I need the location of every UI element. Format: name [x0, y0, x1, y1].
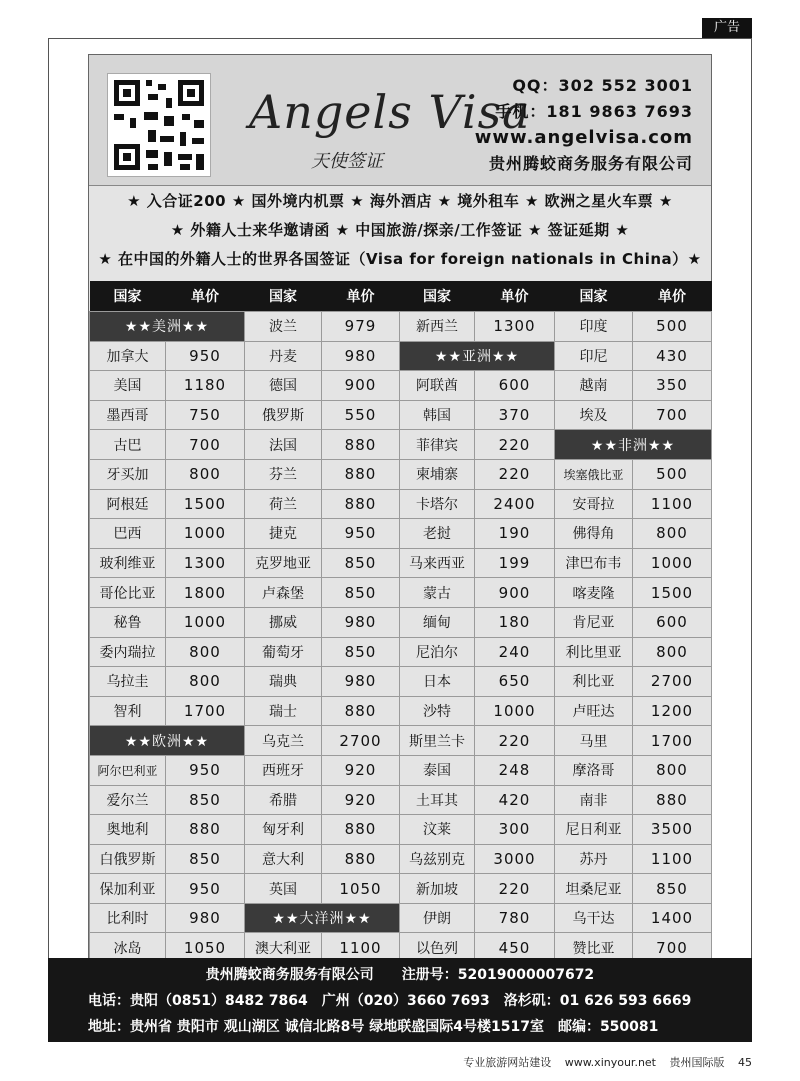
price-cell: 900 — [475, 578, 555, 608]
country-cell: 印度 — [555, 312, 633, 342]
country-cell: 佛得角 — [555, 519, 633, 549]
price-cell: 180 — [475, 607, 555, 637]
country-cell: 玻利维亚 — [90, 548, 166, 578]
price-cell: 980 — [322, 607, 400, 637]
country-cell: 沙特 — [400, 696, 475, 726]
country-cell: 伊朗 — [400, 903, 475, 933]
price-cell: 650 — [475, 667, 555, 697]
country-cell: 土耳其 — [400, 785, 475, 815]
price-cell: 600 — [475, 371, 555, 401]
price-cell: 500 — [633, 312, 712, 342]
country-cell: 摩洛哥 — [555, 755, 633, 785]
price-cell: 3500 — [633, 815, 712, 845]
country-cell: 克罗地亚 — [245, 548, 322, 578]
country-cell: 卢旺达 — [555, 696, 633, 726]
price-cell: 500 — [633, 459, 712, 489]
price-cell: 220 — [475, 459, 555, 489]
services-line: ★ 入合证200 ★ 国外境内机票 ★ 海外酒店 ★ 境外租车 ★ 欧洲之星火车票 ★ — [127, 192, 673, 210]
price-cell: 780 — [475, 903, 555, 933]
price-cell: 1400 — [633, 903, 712, 933]
column-header-country: 国家 — [400, 281, 475, 312]
table-row — [90, 489, 712, 519]
company-name: 贵州腾蛟商务服务有限公司 — [488, 154, 693, 173]
region-header: ★★美洲★★ — [90, 312, 245, 342]
services-list — [89, 187, 711, 279]
table-row — [90, 696, 712, 726]
price-cell: 370 — [475, 400, 555, 430]
table-row — [90, 548, 712, 578]
price-cell: 1050 — [166, 933, 245, 963]
price-cell: 850 — [322, 578, 400, 608]
country-cell: 新加坡 — [400, 874, 475, 904]
country-cell: 埃塞俄比亚 — [555, 459, 633, 489]
price-cell: 3000 — [475, 844, 555, 874]
price-cell: 700 — [166, 430, 245, 460]
price-cell: 300 — [475, 815, 555, 845]
footer-edition: 贵州国际版 — [669, 1056, 725, 1069]
table-row — [90, 430, 712, 460]
country-cell: 阿联酋 — [400, 371, 475, 401]
price-cell: 850 — [633, 874, 712, 904]
table-row — [90, 844, 712, 874]
country-cell: 加拿大 — [90, 341, 166, 371]
country-cell: 卡塔尔 — [400, 489, 475, 519]
country-cell: 利比亚 — [555, 667, 633, 697]
table-row — [90, 459, 712, 489]
ad-tag: 广告 — [702, 18, 752, 38]
country-cell: 汶莱 — [400, 815, 475, 845]
country-cell: 埃及 — [555, 400, 633, 430]
country-cell: 古巴 — [90, 430, 166, 460]
price-cell: 880 — [322, 430, 400, 460]
services-line: ★ 外籍人士来华邀请函 ★ 中国旅游/探亲/工作签证 ★ 签证延期 ★ — [170, 221, 630, 239]
price-cell: 750 — [166, 400, 245, 430]
price-cell: 920 — [322, 755, 400, 785]
country-cell: 荷兰 — [245, 489, 322, 519]
country-cell: 奥地利 — [90, 815, 166, 845]
country-cell: 爱尔兰 — [90, 785, 166, 815]
price-cell: 979 — [322, 312, 400, 342]
price-cell: 1000 — [166, 607, 245, 637]
table-row — [90, 371, 712, 401]
price-cell: 880 — [322, 696, 400, 726]
price-cell: 980 — [322, 667, 400, 697]
price-cell: 800 — [633, 519, 712, 549]
mobile-number: 手机：181 9863 7693 — [495, 102, 693, 121]
table-row — [90, 341, 712, 371]
price-cell: 1200 — [633, 696, 712, 726]
country-cell: 保加利亚 — [90, 874, 166, 904]
country-cell: 喀麦隆 — [555, 578, 633, 608]
price-cell: 2400 — [475, 489, 555, 519]
price-cell: 220 — [475, 874, 555, 904]
country-cell: 乌拉圭 — [90, 667, 166, 697]
price-cell: 1100 — [633, 489, 712, 519]
price-cell: 850 — [322, 637, 400, 667]
price-cell: 850 — [166, 785, 245, 815]
country-cell: 德国 — [245, 371, 322, 401]
price-cell: 850 — [322, 548, 400, 578]
country-cell: 斯里兰卡 — [400, 726, 475, 756]
footer-company: 贵州腾蛟商务服务有限公司 注册号：52019000007672 — [205, 967, 595, 983]
country-cell: 俄罗斯 — [245, 400, 322, 430]
country-cell: 蒙古 — [400, 578, 475, 608]
price-cell: 880 — [322, 815, 400, 845]
country-cell: 冰岛 — [90, 933, 166, 963]
country-cell: 哥伦比亚 — [90, 578, 166, 608]
country-cell: 马来西亚 — [400, 548, 475, 578]
country-cell: 以色列 — [400, 933, 475, 963]
page-footer — [463, 1054, 752, 1070]
country-cell: 希腊 — [245, 785, 322, 815]
price-cell: 240 — [475, 637, 555, 667]
price-cell: 880 — [633, 785, 712, 815]
qq-number: QQ：302 552 3001 — [512, 76, 693, 95]
brand-subtitle: 天使签证 — [311, 151, 383, 172]
table-row — [90, 903, 712, 933]
price-cell: 1000 — [475, 696, 555, 726]
price-cell: 450 — [475, 933, 555, 963]
country-cell: 法国 — [245, 430, 322, 460]
price-cell: 190 — [475, 519, 555, 549]
country-cell: 日本 — [400, 667, 475, 697]
column-header-price: 单价 — [166, 281, 245, 312]
footer-phones: 电话：贵阳（0851）8482 7864 广州（020）3660 7693 洛杉矶：01 626 593 6669 — [88, 993, 692, 1009]
country-cell: 白俄罗斯 — [90, 844, 166, 874]
price-cell: 980 — [322, 341, 400, 371]
table-row — [90, 607, 712, 637]
price-cell: 880 — [322, 489, 400, 519]
country-cell: 安哥拉 — [555, 489, 633, 519]
price-cell: 800 — [166, 637, 245, 667]
page-number: 45 — [738, 1056, 752, 1069]
price-cell: 350 — [633, 371, 712, 401]
ad-footer — [48, 958, 752, 1042]
price-cell: 950 — [166, 755, 245, 785]
price-cell: 700 — [633, 933, 712, 963]
country-cell: 匈牙利 — [245, 815, 322, 845]
table-row — [90, 874, 712, 904]
country-cell: 牙买加 — [90, 459, 166, 489]
price-cell: 980 — [166, 903, 245, 933]
country-cell: 老挝 — [400, 519, 475, 549]
country-cell: 澳大利亚 — [245, 933, 322, 963]
price-cell: 1700 — [166, 696, 245, 726]
region-header: ★★大洋洲★★ — [245, 903, 400, 933]
country-cell: 南非 — [555, 785, 633, 815]
table-row — [90, 400, 712, 430]
country-cell: 尼泊尔 — [400, 637, 475, 667]
price-cell: 800 — [633, 755, 712, 785]
country-cell: 赞比亚 — [555, 933, 633, 963]
region-header: ★★亚洲★★ — [400, 341, 555, 371]
country-cell: 菲律宾 — [400, 430, 475, 460]
footer-tagline: 专业旅游网站建设 — [463, 1056, 552, 1069]
price-cell: 850 — [166, 844, 245, 874]
services-line: ★ 在中国的外籍人士的世界各国签证（Visa for foreign nationals in China）★ — [98, 250, 702, 268]
country-cell: 委内瑞拉 — [90, 637, 166, 667]
country-cell: 丹麦 — [245, 341, 322, 371]
country-cell: 阿根廷 — [90, 489, 166, 519]
ad-header — [89, 55, 711, 186]
country-cell: 乌干达 — [555, 903, 633, 933]
region-header: ★★非洲★★ — [555, 430, 712, 460]
table-row — [90, 726, 712, 756]
country-cell: 波兰 — [245, 312, 322, 342]
table-row — [90, 312, 712, 342]
country-cell: 卢森堡 — [245, 578, 322, 608]
country-cell: 柬埔寨 — [400, 459, 475, 489]
country-cell: 比利时 — [90, 903, 166, 933]
country-cell: 坦桑尼亚 — [555, 874, 633, 904]
footer-address: 地址：贵州省 贵阳市 观山湖区 诚信北路8号 绿地联盛国际4号楼1517室 邮编：550081 — [88, 1019, 659, 1035]
price-cell: 1100 — [322, 933, 400, 963]
price-cell: 248 — [475, 755, 555, 785]
contact-info — [475, 73, 693, 177]
country-cell: 英国 — [245, 874, 322, 904]
country-cell: 韩国 — [400, 400, 475, 430]
price-cell: 1100 — [633, 844, 712, 874]
price-cell: 880 — [322, 459, 400, 489]
country-cell: 瑞典 — [245, 667, 322, 697]
price-cell: 1300 — [166, 548, 245, 578]
price-cell: 2700 — [633, 667, 712, 697]
country-cell: 乌兹别克 — [400, 844, 475, 874]
visa-ad-card — [88, 54, 712, 958]
table-row — [90, 578, 712, 608]
table-row — [90, 815, 712, 845]
price-cell: 1500 — [166, 489, 245, 519]
country-cell: 葡萄牙 — [245, 637, 322, 667]
price-cell: 1800 — [166, 578, 245, 608]
price-cell: 420 — [475, 785, 555, 815]
price-cell: 950 — [166, 874, 245, 904]
price-cell: 880 — [322, 844, 400, 874]
table-header-row — [90, 281, 712, 312]
price-cell: 2700 — [322, 726, 400, 756]
price-cell: 900 — [322, 371, 400, 401]
column-header-price: 单价 — [475, 281, 555, 312]
price-cell: 880 — [166, 815, 245, 845]
price-cell: 1300 — [475, 312, 555, 342]
country-cell: 泰国 — [400, 755, 475, 785]
country-cell: 马里 — [555, 726, 633, 756]
country-cell: 阿尔巴利亚 — [90, 755, 166, 785]
country-cell: 津巴布韦 — [555, 548, 633, 578]
price-cell: 220 — [475, 430, 555, 460]
qr-code-icon — [107, 73, 211, 177]
price-cell: 1180 — [166, 371, 245, 401]
country-cell: 西班牙 — [245, 755, 322, 785]
country-cell: 美国 — [90, 371, 166, 401]
column-header-country: 国家 — [555, 281, 633, 312]
country-cell: 尼日利亚 — [555, 815, 633, 845]
price-cell: 430 — [633, 341, 712, 371]
country-cell: 越南 — [555, 371, 633, 401]
price-cell: 550 — [322, 400, 400, 430]
country-cell: 意大利 — [245, 844, 322, 874]
price-cell: 920 — [322, 785, 400, 815]
column-header-country: 国家 — [245, 281, 322, 312]
country-cell: 新西兰 — [400, 312, 475, 342]
brand-logo: Angels Visa — [249, 85, 531, 139]
country-cell: 利比里亚 — [555, 637, 633, 667]
country-cell: 印尼 — [555, 341, 633, 371]
price-cell: 950 — [322, 519, 400, 549]
table-row — [90, 519, 712, 549]
country-cell: 乌克兰 — [245, 726, 322, 756]
country-cell: 缅甸 — [400, 607, 475, 637]
price-cell: 1500 — [633, 578, 712, 608]
price-cell: 1050 — [322, 874, 400, 904]
country-cell: 苏丹 — [555, 844, 633, 874]
table-row — [90, 755, 712, 785]
table-row — [90, 667, 712, 697]
table-row — [90, 785, 712, 815]
footer-site-link[interactable]: www.xinyour.net — [564, 1056, 656, 1069]
price-cell: 700 — [633, 400, 712, 430]
column-header-price: 单价 — [633, 281, 712, 312]
table-row — [90, 637, 712, 667]
country-cell: 瑞士 — [245, 696, 322, 726]
column-header-price: 单价 — [322, 281, 400, 312]
region-header: ★★欧洲★★ — [90, 726, 245, 756]
country-cell: 捷克 — [245, 519, 322, 549]
price-cell: 1700 — [633, 726, 712, 756]
country-cell: 芬兰 — [245, 459, 322, 489]
price-cell: 800 — [166, 667, 245, 697]
country-cell: 智利 — [90, 696, 166, 726]
price-cell: 950 — [166, 341, 245, 371]
price-cell: 600 — [633, 607, 712, 637]
price-cell: 220 — [475, 726, 555, 756]
website-link[interactable]: www.angelvisa.com — [474, 127, 693, 148]
price-cell: 199 — [475, 548, 555, 578]
price-cell: 800 — [633, 637, 712, 667]
column-header-country: 国家 — [90, 281, 166, 312]
price-cell: 1000 — [166, 519, 245, 549]
price-cell: 1000 — [633, 548, 712, 578]
country-cell: 秘鲁 — [90, 607, 166, 637]
country-cell: 挪威 — [245, 607, 322, 637]
country-cell: 巴西 — [90, 519, 166, 549]
price-cell: 800 — [166, 459, 245, 489]
country-cell: 墨西哥 — [90, 400, 166, 430]
visa-price-table — [89, 281, 712, 963]
country-cell: 肯尼亚 — [555, 607, 633, 637]
